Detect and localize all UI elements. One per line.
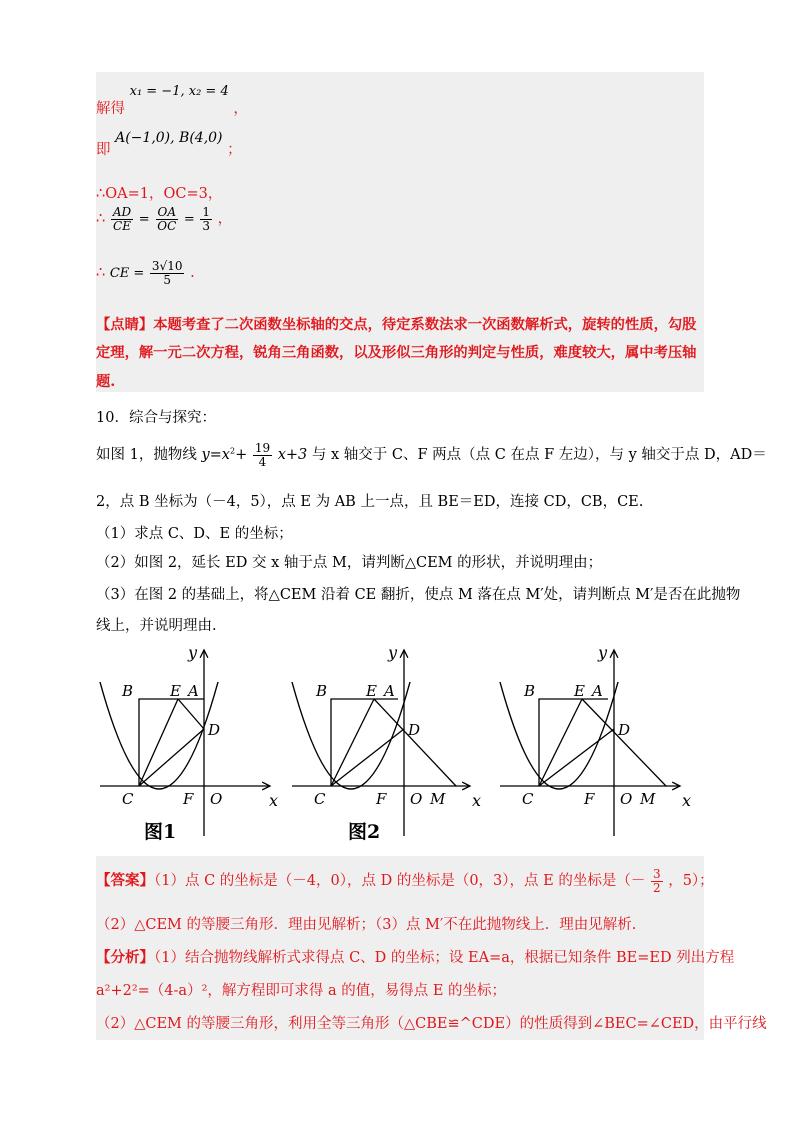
fig2-label-b: B xyxy=(316,682,328,700)
fig1-label-f: F xyxy=(183,790,194,808)
fig1-label-c: C xyxy=(122,790,134,808)
comment-line-3: 题. xyxy=(96,374,116,390)
figure-1 xyxy=(100,643,278,843)
comment-tag: 【点睛】 xyxy=(96,317,154,333)
fig1-label-x: x xyxy=(269,791,279,810)
fig2-label-o: O xyxy=(410,790,423,808)
fig2-label-d: D xyxy=(408,721,421,739)
question-2: （2）如图 2，延长 ED 交 x 轴于点 M，请判断△CEM 的形状，并说明理由； xyxy=(96,555,603,571)
fig2-label-e: E xyxy=(366,682,377,700)
fig2-rect-bea xyxy=(331,699,398,786)
fig2-seg-cd xyxy=(331,729,404,786)
fig1-seg-ed xyxy=(178,699,204,729)
fig2-seg-ce xyxy=(331,699,374,786)
fig2-label-f: F xyxy=(376,790,387,808)
fraction-ce-value: $\frac{3√10}{5}$ xyxy=(151,259,183,287)
fraction-ad-ce: $\frac{AD}{CE}$ xyxy=(112,205,132,233)
fig1-label-a: A xyxy=(188,682,199,700)
roots-math: x₁ = −1, x₂ = 4 xyxy=(129,84,229,99)
points-math: A(−1,0), B(4,0) xyxy=(115,130,223,146)
fig2-label-y: y xyxy=(388,643,398,662)
question-3-line-2: 线上，并说明理由. xyxy=(96,618,217,634)
solution-line-oa-oc: ∴OA=1，OC=3， xyxy=(96,186,223,202)
fig3-seg-em xyxy=(582,699,666,786)
solution-line-points: 即 A(−1,0), B(4,0) ； xyxy=(96,130,242,158)
answer-line-2: （2）△CEM 的等腰三角形．理由见解析；（3）点 M′不在此抛物线上．理由见解析. xyxy=(96,917,637,933)
question-1: （1）求点 C、D、E 的坐标； xyxy=(96,526,293,542)
fig3-label-f: F xyxy=(584,790,595,808)
fig3-seg-cd xyxy=(539,729,614,786)
fig1-caption: 图1 xyxy=(144,821,177,843)
comment-line-1: 【点睛】本题考查了二次函数坐标轴的交点，待定系数法求一次函数解析式，旋转的性质，勾股 xyxy=(96,317,697,333)
fig3-label-e: E xyxy=(574,682,585,700)
fig2-label-x: x xyxy=(472,791,482,810)
fig1-seg-ce xyxy=(139,699,178,786)
fraction-one-third: $\frac{1}{3}$ xyxy=(202,205,211,233)
fraction-19-4: $\frac{19}{4}$ xyxy=(254,441,271,469)
fig3-label-a: A xyxy=(592,682,603,700)
fig1-label-e: E xyxy=(170,682,181,700)
solution-line-ce: ∴ CE = $\frac{3√10}{5}$ . xyxy=(96,259,195,287)
fig1-label-y: y xyxy=(188,643,198,662)
fig1-parabola xyxy=(100,682,221,789)
fig3-label-d: D xyxy=(618,721,631,739)
fraction-3-2: $\frac{3}{2}$ xyxy=(652,867,661,895)
fig1-label-b: B xyxy=(122,682,134,700)
fig1-label-d: D xyxy=(208,721,221,739)
answer-tag: 【答案】 xyxy=(96,872,154,890)
analysis-line-1: 【分析】（1）结合抛物线解析式求得点 C、D 的坐标；设 EA=a，根据已知条件 BE=ED 列出方程 xyxy=(96,949,735,966)
problem-line-1: 如图 1，抛物线 $y=x^2+$ $\frac{19}{4}$ x+3 与 x 轴交于 C、F 两点（点 C 在点 F 左边），与 y 轴交于点 D，AD＝ xyxy=(96,441,767,469)
fig3-seg-ce xyxy=(539,699,582,786)
answer-line-1: 【答案】（1）点 C 的坐标是（－4，0），点 D 的坐标是（0，3），点 E 的坐标是（－ $\frac{3}{2}$ ，5）； xyxy=(96,867,714,895)
fig3-label-m: M xyxy=(640,790,656,808)
fig3-label-c: C xyxy=(522,790,534,808)
solution-line-roots: 解得 x₁ = −1, x₂ = 4 ， xyxy=(96,84,248,117)
solution-line-ratio: ∴ $\frac{AD}{CE}$ = $\frac{OA}{OC}$ = $\frac{1}{3}$ ， xyxy=(96,205,233,233)
analysis-line-2: a²+2²=（4-a）²，解方程即可求得 a 的值，易得点 E 的坐标； xyxy=(96,983,507,999)
fig2-label-a: A xyxy=(384,682,395,700)
figure-2 xyxy=(292,643,481,843)
fig2-label-m: M xyxy=(430,790,446,808)
analysis-line-3: （2）△CEM 的等腰三角形，利用全等三角形（△CBE≌^CDE）的性质得到∠BEC=∠CED，由平行线 xyxy=(96,1016,767,1032)
fig3-label-o: O xyxy=(620,790,633,808)
problem-line-2: 2，点 B 坐标为（－4，5），点 E 为 AB 上一点，且 BE＝ED，连接 CD，CB，CE. xyxy=(96,494,644,510)
fig3-label-b: B xyxy=(524,682,536,700)
figures-row xyxy=(80,638,720,848)
fig1-seg-cd xyxy=(139,729,204,786)
figure-3 xyxy=(500,643,691,836)
fraction-oa-oc: $\frac{OA}{OC}$ xyxy=(157,205,177,233)
fig3-label-x: x xyxy=(682,791,692,810)
comment-line-2: 定理，解一元二次方程，锐角三角函数，以及形似三角形的判定与性质，难度较大，属中考压轴 xyxy=(96,345,697,361)
problem-title: 10．综合与探究： xyxy=(96,410,216,426)
fig2-caption: 图2 xyxy=(348,821,381,843)
analysis-tag: 【分析】 xyxy=(96,949,154,966)
fig1-label-o: O xyxy=(210,790,223,808)
fig3-label-y: y xyxy=(598,643,608,662)
question-3-line-1: （3）在图 2 的基础上，将△CEM 沿着 CE 翻折，使点 M 落在点 M′处，请判断点 M′是否在此抛物 xyxy=(96,587,741,603)
fig2-label-c: C xyxy=(314,790,326,808)
